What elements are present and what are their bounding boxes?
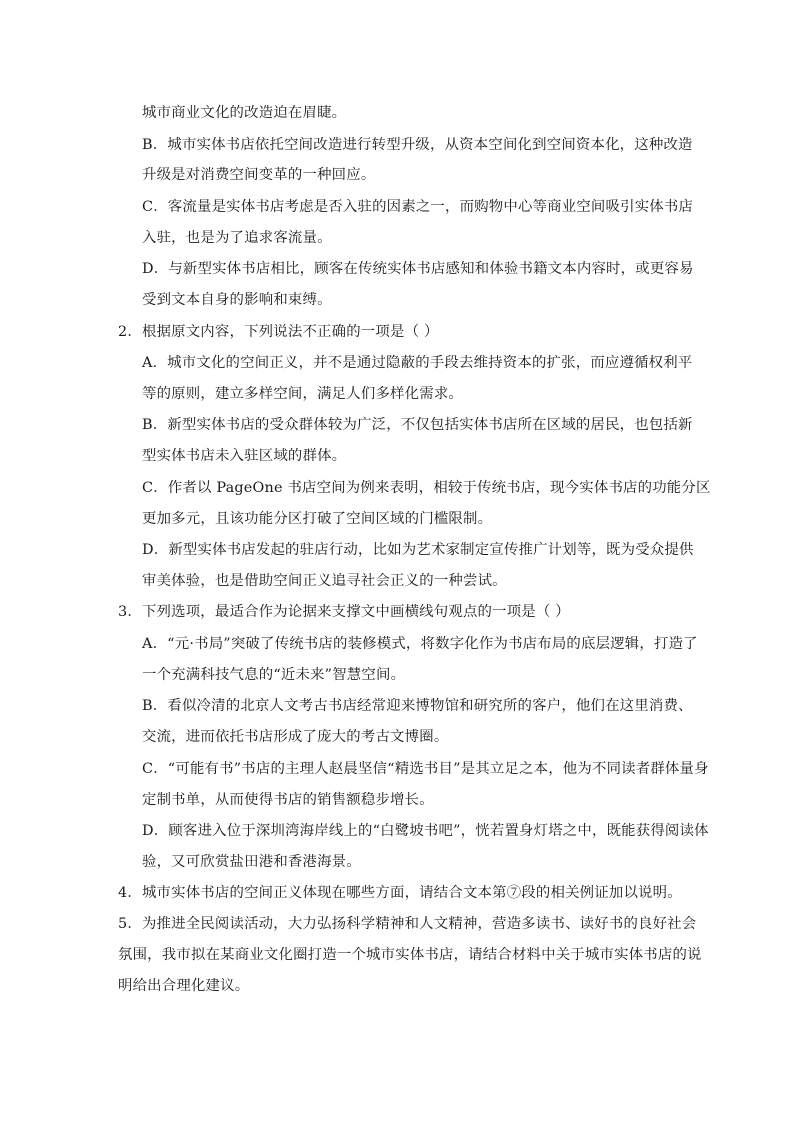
- q2-option-d-line2: 审美体验，也是借助空间正义追寻社会正义的一种尝试。: [142, 573, 507, 589]
- q2-option-b-line1: B．新型实体书店的受众群体较为广泛，不仅包括实体书店所在区域的居民，也包括新: [142, 417, 693, 433]
- q2-option-c-line2: 更加多元，且该功能分区打破了空间区域的门槛限制。: [142, 511, 493, 527]
- q2-option-a-line2: 等的原则，建立多样空间，满足人们多样化需求。: [142, 386, 463, 402]
- q2-option-d-line1: D．新型实体书店发起的驻店行动，比如为艺术家制定宣传推广计划等，既为受众提供: [142, 542, 694, 558]
- q3-option-d-line1: D．顾客进入位于深圳湾海岸线上的“白鹭坡书吧”，恍若置身灯塔之中，既能获得阅读体: [142, 823, 709, 839]
- q5-line2: 氛围，我市拟在某商业文化圈打造一个城市实体书店，请结合材料中关于城市实体书店的说: [118, 947, 702, 963]
- q2-option-a-line1: A．城市文化的空间正义，并不是通过隐蔽的手段去维持资本的扩张，而应遵循权利平: [142, 355, 693, 371]
- q3-option-c-line2: 定制书单，从而使得书店的销售额稳步增长。: [142, 792, 434, 808]
- q1-option-d-line1: D．与新型实体书店相比，顾客在传统实体书店感知和体验书籍文本内容时，或更容易: [142, 261, 694, 277]
- q3-option-c-line1: C．“可能有书”书店的主理人赵晨坚信“精选书目”是其立足之本，他为不同读者群体量身: [142, 761, 709, 777]
- q3-option-b-line2: 交流，进而依托书店形成了庞大的考古文博圈。: [142, 729, 449, 745]
- q1-option-b-line1: B．城市实体书店依托空间改造进行转型升级，从资本空间化到空间资本化，这种改造: [142, 137, 693, 153]
- q3-option-b-line1: B．看似冷清的北京人文考古书店经常迎来博物馆和研究所的客户，他们在这里消费、: [142, 698, 693, 714]
- q2-option-c-line1: C．作者以 PageOne 书店空间为例来表明，相较于传统书店，现今实体书店的功能分区: [142, 480, 711, 496]
- q3-option-d-line2: 验，又可欣赏盐田港和香港海景。: [142, 854, 361, 870]
- q1-option-b-line2: 升级是对消费空间变革的一种回应。: [142, 167, 376, 183]
- q4-stem: 4．城市实体书店的空间正义体现在哪些方面，请结合文本第⑦段的相关例证加以说明。: [118, 885, 682, 901]
- q3-option-a-line1: A．“元·书局”突破了传统书店的装修模式，将数字化作为书店布局的底层逻辑，打造了: [142, 636, 698, 652]
- continuation-line: 城市商业文化的改造迫在眉睫。: [142, 105, 347, 121]
- q2-option-b-line2: 型实体书店未入驻区域的群体。: [142, 448, 347, 464]
- q3-option-a-line2: 一个充满科技气息的“近未来”智慧空间。: [142, 667, 406, 683]
- q1-option-c-line1: C．客流量是实体书店考虑是否入驻的因素之一，而购物中心等商业空间吸引实体书店: [142, 199, 694, 215]
- q3-stem: 3．下列选项，最适合作为论据来支撑文中画横线句观点的一项是（ ）: [118, 604, 570, 620]
- q5-line3: 明给出合理化建议。: [118, 978, 250, 994]
- q1-option-d-line2: 受到文本自身的影响和束缚。: [142, 292, 332, 308]
- q1-option-c-line2: 入驻，也是为了追求客流量。: [142, 230, 332, 246]
- q2-stem: 2．根据原文内容，下列说法不正确的一项是（ ）: [118, 324, 439, 340]
- q5-line1: 5．为推进全民阅读活动，大力弘扬科学精神和人文精神，营造多读书、读好书的良好社会: [118, 916, 697, 932]
